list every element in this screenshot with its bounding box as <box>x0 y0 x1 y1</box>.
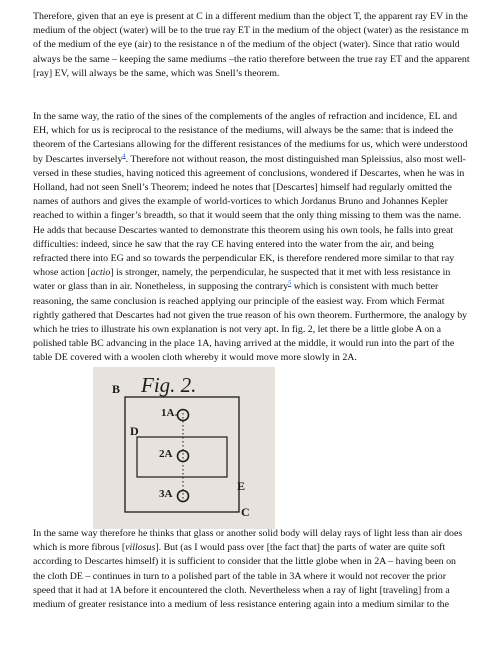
paragraph-2 <box>33 110 470 366</box>
globe-2a <box>178 451 189 462</box>
figure-label-c: C <box>241 505 250 519</box>
globe-3a <box>178 491 189 502</box>
figure-label-3a: 3A <box>159 488 173 500</box>
cloth-de-outline <box>137 437 227 477</box>
paragraph-1: Therefore, given that an eye is present at C in a different medium than the object T, the apparent ray EV in the medium of the object (water) will be to the true ray ET in the medium of the object (water) as the resistance m of the medium of the eye (air) to the resistance n of the medium of the object (water). Since that ratio would always be the same – keeping the same mediums –the ratio therefore between the true ray ET and the apparent [ray] EV, will always be the same, which was Snell’s theorem. <box>33 11 470 79</box>
paragraph-2-text-b: . Therefore not without reason, the most distinguished man Spleissius, also most well-versed in these studies, having noticed this agreement of conclusions, wondered if Descartes, when he was in Holland, had not seen Snell’s Theorem; indeed he notes that [Descartes] himself had regularly omitted the names of authors and gives the example of world-vortices to which Jordanus Bruno and Johannes Kepler reached to within a finger’s breadth, so that it would seem that the only thing missing to them was the name. He adds that because Descartes wanted to demonstrate this theorem using his own tools, he falls into great difficulties: indeed, since he saw that the ray CE having entered into the water from the air, and being refracted there into EG and so towards the perpendicular EK, is therefore rendered more similar to that ray whose action [ <box>33 153 466 279</box>
figure-label-1a: 1A <box>161 407 175 419</box>
figure-label-e: E <box>237 479 246 493</box>
paragraph-2-text-c: ] is stronger, namely, the perpendicular, he suspected that it met with less resistance in water or glass than in air. Nonetheless, in supposing the contrary <box>33 267 451 293</box>
paragraph-2-text-a: In the same way, the ratio of the sines of the complements of the angles of refraction and incidence, EL and EH, which for us is reciprocal to the resistance of the mediums, will always be the same: that is indeed the theorem of the Cartesians allowing for the different resistances of the mediums for us, which were understood by Descartes inversely <box>33 111 468 165</box>
paragraph-2-text-d: which is consistent with much better reasoning, the same conclusion is reached applying our principle of the easiest way. From which Fermat rightly gathered that Descartes had not given the true reason of his own theorem. Furthermore, the analogy by which he tries to illustrate his own explanation is not very apt. In fig. 2, let there be a little globe A on a polished table BC advancing in the place 1A, having arrived at the middle, it would run into the part of the table DE covered with a woolen cloth whereby it would move more slowly in 2A. <box>33 281 468 364</box>
figure-caption: Fig. 2. <box>141 373 197 397</box>
footnote-link-4[interactable]: 4 <box>122 152 126 160</box>
table-bc-outline <box>125 397 239 512</box>
figure-label-d: D <box>130 424 139 438</box>
paragraph-3-text-b: ]. But (as I would pass over [the fact that] the parts of water are quite soft according to Descartes himself) it is sufficient to consider that the little globe when in 2A – having been on the cloth DE – continues in turn to a polished part of the table in 3A where it would not recover the prior speed that it had at 1A before it encountered the cloth. Nevertheless when a ray of light [traveling] from a medium of greater resistance into a medium of less resistance entering again into a medium similar to the <box>33 542 456 611</box>
latin-term-villosus: villosus <box>125 542 156 554</box>
figure-label-b: B <box>112 382 121 396</box>
figure-label-2a: 2A <box>159 448 173 460</box>
paragraph-3 <box>33 527 470 612</box>
latin-term-actio: actio <box>90 267 111 279</box>
footnote-link-5[interactable]: 5 <box>288 280 292 288</box>
globe-1a <box>178 410 189 421</box>
paragraph-3-text-a: In the same way therefore he thinks that glass or another solid body will delay rays of light less than air does which is more fibrous [ <box>33 528 463 554</box>
figure-2-diagram <box>93 367 275 529</box>
